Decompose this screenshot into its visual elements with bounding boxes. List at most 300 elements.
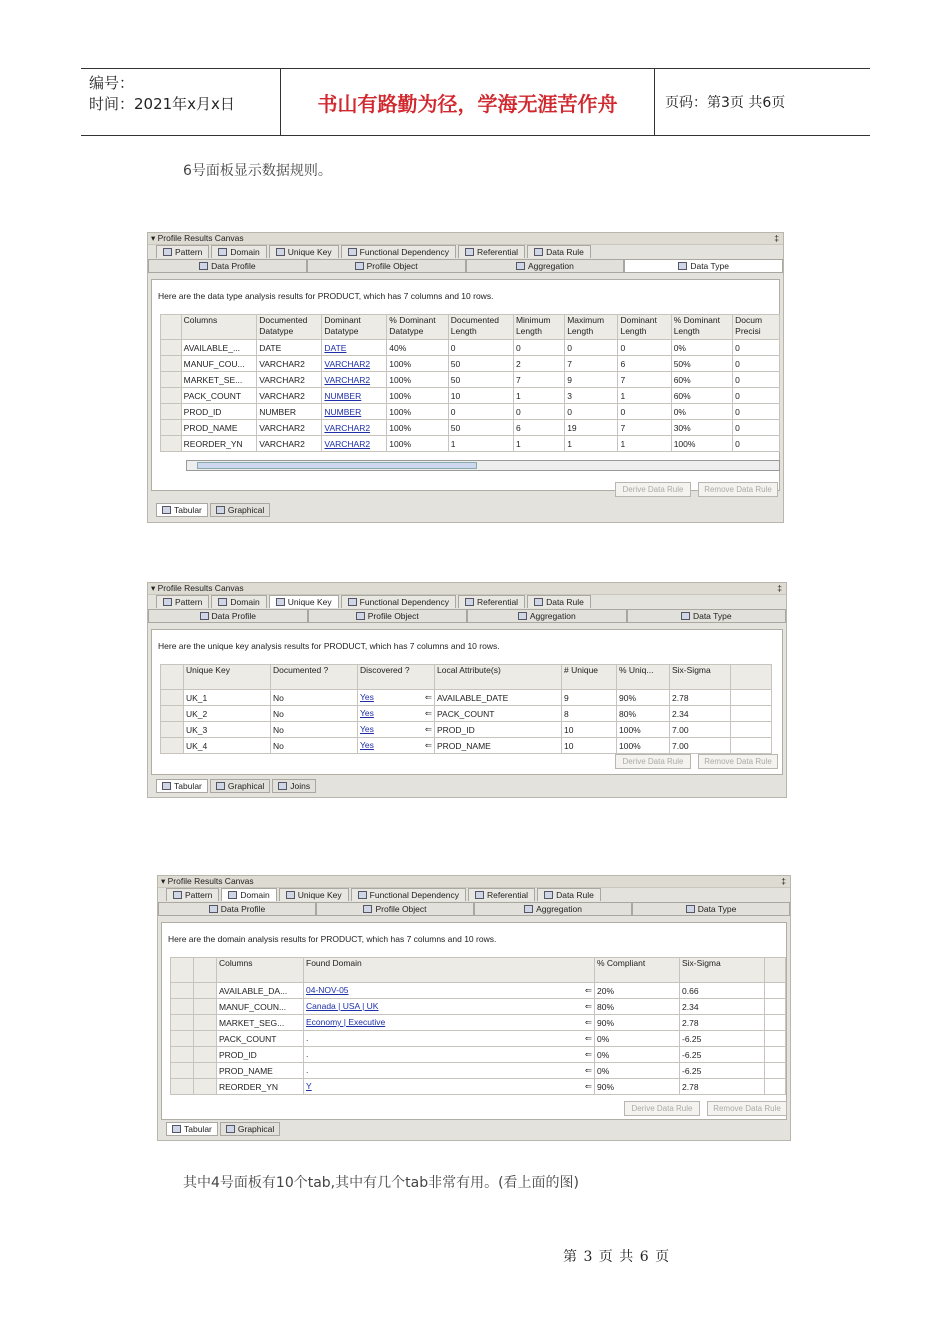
table-cell bbox=[595, 1079, 680, 1095]
table-row[interactable] bbox=[161, 722, 772, 738]
tab-domain[interactable] bbox=[211, 245, 266, 258]
table-cell[interactable] bbox=[304, 1047, 595, 1063]
table-cell bbox=[670, 722, 731, 738]
row-number bbox=[161, 738, 184, 754]
bottom-tab-graphical[interactable] bbox=[210, 779, 270, 793]
tab-label: Profile Object bbox=[367, 611, 419, 621]
tab-data-type[interactable] bbox=[624, 259, 783, 273]
column-header[interactable]: # Unique bbox=[562, 665, 617, 690]
tab-data-rule[interactable] bbox=[527, 245, 591, 258]
pin-icon[interactable]: ‡ bbox=[774, 233, 779, 243]
tab-data-rule[interactable] bbox=[537, 888, 601, 901]
row-number bbox=[161, 404, 182, 420]
bottom-tab-graphical[interactable] bbox=[210, 503, 270, 517]
table-cell: 100% bbox=[387, 356, 448, 372]
filler-cell bbox=[765, 1015, 786, 1031]
table-cell: PACK_COUNT bbox=[181, 388, 257, 404]
bottom-tab-graphical[interactable] bbox=[220, 1122, 280, 1136]
table-cell: MARKET_SE... bbox=[181, 372, 257, 388]
cell-value: 0% bbox=[597, 1065, 610, 1076]
tab-label: Data Type bbox=[690, 261, 729, 271]
edit-arrow-icon[interactable]: ⇐ bbox=[584, 985, 592, 995]
table-cell: 30% bbox=[671, 420, 732, 436]
tab-domain[interactable] bbox=[221, 888, 276, 901]
tab-label: Data Profile bbox=[220, 904, 266, 914]
table-cell: VARCHAR2 bbox=[257, 356, 322, 372]
bottom-tab-joins[interactable] bbox=[272, 779, 316, 793]
table-row[interactable] bbox=[161, 436, 780, 452]
remove-data-rule-button[interactable]: Remove Data Rule bbox=[698, 482, 778, 497]
table-row[interactable] bbox=[161, 340, 780, 356]
tab-label: Referential bbox=[486, 890, 529, 900]
header-line-2: Precisi bbox=[735, 326, 761, 336]
table-cell: VARCHAR2 bbox=[257, 436, 322, 452]
column-header[interactable] bbox=[671, 315, 732, 340]
row-number bbox=[161, 706, 184, 722]
panel-title: ▾ Profile Results Canvas ‡ bbox=[148, 583, 786, 595]
table-cell[interactable]: VARCHAR2 bbox=[322, 356, 387, 372]
derive-data-rule-button[interactable]: Derive Data Rule bbox=[624, 1101, 700, 1116]
table-cell: 6 bbox=[513, 420, 564, 436]
table-cell[interactable]: DATE bbox=[322, 340, 387, 356]
table-cell[interactable] bbox=[358, 738, 435, 754]
table-cell: 1 bbox=[513, 388, 564, 404]
table-cell bbox=[435, 706, 562, 722]
tab-functional-dependency[interactable] bbox=[341, 595, 456, 608]
table-row[interactable] bbox=[161, 356, 780, 372]
edit-arrow-icon[interactable]: ⇐ bbox=[584, 1017, 592, 1027]
column-header[interactable] bbox=[513, 315, 564, 340]
edit-arrow-icon[interactable]: ⇐ bbox=[424, 740, 432, 750]
edit-arrow-icon[interactable]: ⇐ bbox=[584, 1001, 592, 1011]
number-label: 编号： bbox=[89, 74, 135, 92]
tab-label: Data Rule bbox=[556, 890, 594, 900]
table-row[interactable] bbox=[161, 420, 780, 436]
table-cell: 100% bbox=[387, 436, 448, 452]
row-marker bbox=[194, 1079, 217, 1095]
table-cell: 0 bbox=[448, 404, 513, 420]
header-line-2: Length bbox=[515, 326, 542, 336]
edit-arrow-icon[interactable]: ⇐ bbox=[424, 708, 432, 718]
header-line-2: Datatype bbox=[389, 326, 424, 336]
edit-arrow-icon[interactable]: ⇐ bbox=[424, 692, 432, 702]
pattern-icon bbox=[163, 248, 172, 256]
table-row[interactable] bbox=[171, 999, 786, 1015]
table-cell[interactable]: VARCHAR2 bbox=[322, 420, 387, 436]
panel-body bbox=[151, 629, 783, 775]
bottom-tab-tabular[interactable] bbox=[156, 779, 208, 793]
column-header[interactable] bbox=[733, 315, 780, 340]
cell-value: 8 bbox=[564, 708, 569, 719]
table-cell: 6 bbox=[618, 356, 671, 372]
header-line-2: Length bbox=[673, 326, 700, 336]
tab-unique-key[interactable] bbox=[269, 595, 339, 608]
row-number-header bbox=[161, 315, 182, 340]
tab-pattern[interactable] bbox=[156, 595, 209, 608]
table-row[interactable] bbox=[161, 372, 780, 388]
row-number bbox=[161, 388, 182, 404]
table-row[interactable] bbox=[161, 388, 780, 404]
intro-text: 6号面板显示数据规则。 bbox=[183, 163, 332, 179]
table-row[interactable] bbox=[171, 1079, 786, 1095]
table-cell: 1 bbox=[565, 436, 618, 452]
table-cell[interactable] bbox=[358, 722, 435, 738]
bottom-tabs bbox=[156, 503, 272, 517]
table-cell bbox=[595, 1063, 680, 1079]
row-number bbox=[171, 1015, 194, 1031]
unique-key-icon bbox=[276, 598, 285, 606]
table-header-row bbox=[161, 315, 780, 340]
row-number bbox=[161, 436, 182, 452]
table-cell: 10 bbox=[448, 388, 513, 404]
tab-data-profile[interactable] bbox=[158, 902, 316, 916]
tab-label: Tabular bbox=[174, 781, 202, 791]
tab-row-bottom bbox=[148, 609, 786, 623]
table-row[interactable] bbox=[161, 690, 772, 706]
cell-value: 100% bbox=[619, 724, 641, 735]
table-cell: 0 bbox=[733, 340, 780, 356]
tab-profile-object[interactable] bbox=[316, 902, 474, 916]
table-cell bbox=[680, 1047, 765, 1063]
tab-functional-dependency[interactable] bbox=[351, 888, 466, 901]
datatype-table bbox=[160, 314, 780, 452]
cell-value: 10 bbox=[564, 740, 574, 751]
column-header[interactable] bbox=[565, 315, 618, 340]
table-cell: 0 bbox=[733, 388, 780, 404]
table-cell bbox=[217, 999, 304, 1015]
tab-pattern[interactable] bbox=[156, 245, 209, 258]
cell-value[interactable]: . bbox=[306, 1065, 309, 1075]
column-header[interactable] bbox=[181, 315, 257, 340]
edit-arrow-icon[interactable]: ⇐ bbox=[584, 1081, 592, 1091]
scroll-thumb[interactable] bbox=[197, 462, 477, 469]
row-marker bbox=[194, 1031, 217, 1047]
tab-label: Data Profile bbox=[211, 261, 256, 271]
cell-value: PACK_COUNT bbox=[437, 708, 495, 719]
table-row[interactable] bbox=[171, 983, 786, 999]
cell-value: 80% bbox=[597, 1001, 615, 1012]
table-cell[interactable]: NUMBER bbox=[322, 404, 387, 420]
table-cell[interactable]: NUMBER bbox=[322, 388, 387, 404]
aggregation-icon bbox=[524, 905, 533, 913]
filler-cell bbox=[765, 1079, 786, 1095]
table-cell bbox=[435, 722, 562, 738]
cell-value[interactable]: Y bbox=[306, 1081, 312, 1091]
table-cell bbox=[217, 1079, 304, 1095]
cell-value: 0.66 bbox=[682, 985, 699, 996]
table-cell bbox=[670, 690, 731, 706]
table-cell bbox=[595, 999, 680, 1015]
referential-icon bbox=[465, 598, 474, 606]
cell-value: UK_2 bbox=[186, 708, 208, 719]
table-cell: 0 bbox=[618, 340, 671, 356]
table-row[interactable] bbox=[161, 738, 772, 754]
tab-label: Graphical bbox=[227, 781, 265, 791]
row-number bbox=[171, 1047, 194, 1063]
tab-label: Aggregation bbox=[529, 611, 576, 621]
table-cell[interactable] bbox=[304, 1031, 595, 1047]
header-line-1: Columns bbox=[183, 315, 218, 325]
table-row[interactable] bbox=[171, 1031, 786, 1047]
header-line-1: Dominant bbox=[324, 315, 361, 325]
data-type-icon bbox=[681, 612, 690, 620]
bottom-tabs bbox=[156, 779, 318, 793]
table-cell[interactable] bbox=[358, 706, 435, 722]
table-cell: 7 bbox=[618, 372, 671, 388]
tab-referential[interactable] bbox=[468, 888, 535, 901]
table-cell: 0 bbox=[733, 436, 780, 452]
filler-cell bbox=[765, 1063, 786, 1079]
cell-value[interactable]: Yes bbox=[360, 708, 374, 718]
note-text: 其中4号面板有10个tab,其中有几个tab非常有用。(看上面的图) bbox=[183, 1175, 580, 1191]
cell-value: 10 bbox=[564, 724, 574, 735]
profile-object-icon bbox=[355, 262, 364, 270]
profile-results-canvas-uniquekey bbox=[147, 582, 787, 798]
tab-label: Data Type bbox=[697, 904, 737, 914]
cell-value[interactable]: . bbox=[306, 1049, 309, 1059]
tab-pattern[interactable] bbox=[166, 888, 219, 901]
column-header[interactable] bbox=[257, 315, 322, 340]
row-number bbox=[161, 420, 182, 436]
panel-description: Here are the data type analysis results for PRODUCT, which has 7 columns and 10 rows. bbox=[158, 291, 494, 301]
header-line-1: Docum bbox=[735, 315, 763, 325]
tab-unique-key[interactable] bbox=[269, 245, 339, 258]
table-row[interactable] bbox=[171, 1047, 786, 1063]
table-cell: 40% bbox=[387, 340, 448, 356]
tab-referential[interactable] bbox=[458, 245, 525, 258]
table-cell bbox=[595, 1015, 680, 1031]
remove-data-rule-button[interactable]: Remove Data Rule bbox=[698, 754, 778, 769]
table-cell[interactable] bbox=[304, 1063, 595, 1079]
table-cell: 1 bbox=[513, 436, 564, 452]
edit-arrow-icon[interactable]: ⇐ bbox=[424, 724, 432, 734]
cell-value[interactable]: Yes bbox=[360, 692, 374, 702]
table-cell bbox=[217, 1063, 304, 1079]
data-type-icon bbox=[678, 262, 687, 270]
table-cell bbox=[435, 738, 562, 754]
table-cell[interactable]: VARCHAR2 bbox=[322, 372, 387, 388]
cell-value: PROD_NAME bbox=[437, 740, 491, 751]
edit-arrow-icon[interactable]: ⇐ bbox=[584, 1065, 592, 1075]
column-header[interactable]: % Compliant bbox=[595, 958, 680, 983]
table-cell: 0 bbox=[513, 404, 564, 420]
table-cell: 0% bbox=[671, 340, 732, 356]
row-number bbox=[161, 690, 184, 706]
tab-aggregation[interactable] bbox=[466, 259, 625, 273]
table-cell bbox=[680, 983, 765, 999]
tab-unique-key[interactable] bbox=[279, 888, 349, 901]
tab-data-type[interactable] bbox=[627, 609, 787, 623]
table-cell bbox=[595, 983, 680, 999]
column-header[interactable]: Documented ? bbox=[271, 665, 358, 690]
table-cell[interactable] bbox=[304, 1015, 595, 1031]
table-cell: 60% bbox=[671, 372, 732, 388]
cell-value[interactable]: Yes bbox=[360, 724, 374, 734]
table-cell: 100% bbox=[387, 372, 448, 388]
row-marker bbox=[194, 983, 217, 999]
table-cell bbox=[184, 690, 271, 706]
cell-value: No bbox=[273, 708, 284, 719]
table-cell[interactable] bbox=[304, 1079, 595, 1095]
pattern-icon bbox=[173, 891, 182, 899]
table-cell bbox=[562, 690, 617, 706]
table-row[interactable] bbox=[171, 1063, 786, 1079]
horizontal-scrollbar[interactable] bbox=[186, 460, 780, 471]
joins-icon bbox=[278, 782, 287, 790]
column-header[interactable] bbox=[448, 315, 513, 340]
column-header[interactable]: Six-Sigma bbox=[680, 958, 765, 983]
functional-dependency-icon bbox=[348, 248, 357, 256]
table-cell: 3 bbox=[565, 388, 618, 404]
table-cell[interactable]: VARCHAR2 bbox=[322, 436, 387, 452]
table-cell bbox=[271, 706, 358, 722]
page-footer: 第 3 页 共 6 页 bbox=[563, 1249, 671, 1265]
data-profile-icon bbox=[209, 905, 218, 913]
cell-value: PROD_NAME bbox=[219, 1065, 273, 1076]
table-cell: 100% bbox=[387, 388, 448, 404]
column-header[interactable] bbox=[618, 315, 671, 340]
column-header[interactable] bbox=[387, 315, 448, 340]
table-cell: 100% bbox=[671, 436, 732, 452]
cell-value: 2.34 bbox=[682, 1001, 699, 1012]
header-line-1: % Dominant bbox=[389, 315, 436, 325]
table-cell: PROD_ID bbox=[181, 404, 257, 420]
cell-value[interactable]: Canada | USA | UK bbox=[306, 1001, 379, 1011]
table-row[interactable] bbox=[161, 404, 780, 420]
column-header[interactable]: Unique Key bbox=[184, 665, 271, 690]
bottom-tabs bbox=[166, 1122, 282, 1136]
header-line-1: Documented bbox=[259, 315, 308, 325]
tab-row-top bbox=[148, 595, 786, 609]
cell-value[interactable]: . bbox=[306, 1033, 309, 1043]
tab-aggregation[interactable] bbox=[474, 902, 632, 916]
panel-description: Here are the unique key analysis results for PRODUCT, which has 7 columns and 10 rows. bbox=[158, 641, 500, 651]
header-page-info: 页码：第3页 共6页 bbox=[665, 95, 786, 111]
pin-icon[interactable]: ‡ bbox=[781, 876, 786, 886]
derive-data-rule-button[interactable]: Derive Data Rule bbox=[615, 482, 691, 497]
tab-label: Referential bbox=[476, 247, 519, 257]
tab-data-profile[interactable] bbox=[148, 609, 308, 623]
column-header[interactable]: Columns bbox=[217, 958, 304, 983]
table-cell[interactable] bbox=[304, 999, 595, 1015]
uniquekey-table bbox=[160, 664, 772, 754]
tab-data-profile[interactable] bbox=[148, 259, 307, 273]
cell-value: No bbox=[273, 740, 284, 751]
bottom-tab-tabular[interactable] bbox=[156, 503, 208, 517]
edit-arrow-icon[interactable]: ⇐ bbox=[584, 1049, 592, 1059]
cell-value: UK_1 bbox=[186, 692, 208, 703]
cell-value: AVAILABLE_DATE bbox=[437, 692, 509, 703]
edit-arrow-icon[interactable]: ⇐ bbox=[584, 1033, 592, 1043]
cell-value: 2.78 bbox=[682, 1081, 699, 1092]
tab-aggregation[interactable] bbox=[467, 609, 627, 623]
table-cell: 50 bbox=[448, 372, 513, 388]
table-cell bbox=[217, 1031, 304, 1047]
table-cell bbox=[680, 1031, 765, 1047]
table-cell[interactable] bbox=[304, 983, 595, 999]
tab-label: Aggregation bbox=[527, 261, 574, 271]
cell-value: -6.25 bbox=[682, 1065, 702, 1076]
data-type-icon bbox=[686, 905, 695, 913]
tab-label: Data Rule bbox=[546, 247, 584, 257]
tabular-icon bbox=[162, 782, 171, 790]
data-rule-icon bbox=[534, 598, 543, 606]
table-cell: 0 bbox=[733, 356, 780, 372]
column-header[interactable]: Discovered ? bbox=[358, 665, 435, 690]
column-header[interactable]: % Uniq... bbox=[617, 665, 670, 690]
table-cell bbox=[435, 690, 562, 706]
tab-label: Pattern bbox=[175, 247, 203, 257]
tab-row-bottom bbox=[158, 902, 790, 916]
table-cell bbox=[271, 738, 358, 754]
tab-label: Pattern bbox=[175, 597, 203, 607]
cell-value[interactable]: Economy | Executive bbox=[306, 1017, 386, 1027]
table-cell: NUMBER bbox=[257, 404, 322, 420]
domain-icon bbox=[228, 891, 237, 899]
table-row[interactable] bbox=[161, 706, 772, 722]
filler-cell bbox=[765, 983, 786, 999]
tab-data-type[interactable] bbox=[632, 902, 790, 916]
unique-key-icon bbox=[276, 248, 285, 256]
row-number bbox=[171, 983, 194, 999]
table-cell: 7 bbox=[618, 420, 671, 436]
cell-value: 80% bbox=[619, 708, 637, 719]
column-header[interactable]: Found Domain bbox=[304, 958, 595, 983]
row-number-header bbox=[161, 665, 184, 690]
cell-value[interactable]: Yes bbox=[360, 740, 374, 750]
table-header-row bbox=[171, 958, 786, 983]
tab-profile-object[interactable] bbox=[308, 609, 468, 623]
remove-data-rule-button[interactable]: Remove Data Rule bbox=[707, 1101, 787, 1116]
profile-results-canvas-domain bbox=[157, 875, 791, 1141]
data-profile-icon bbox=[200, 612, 209, 620]
bottom-tab-tabular[interactable] bbox=[166, 1122, 218, 1136]
table-cell bbox=[271, 722, 358, 738]
table-cell bbox=[184, 738, 271, 754]
cell-value: 2.34 bbox=[672, 708, 689, 719]
table-cell: 7 bbox=[565, 356, 618, 372]
data-rule-icon bbox=[544, 891, 553, 899]
tab-data-rule[interactable] bbox=[527, 595, 591, 608]
panel-title-text: Profile Results Canvas bbox=[157, 583, 244, 593]
column-header[interactable]: Six-Sigma bbox=[670, 665, 731, 690]
table-row[interactable] bbox=[171, 1015, 786, 1031]
header-line-2: Datatype bbox=[259, 326, 294, 336]
table-cell bbox=[617, 706, 670, 722]
row-number bbox=[161, 340, 182, 356]
derive-data-rule-button[interactable]: Derive Data Rule bbox=[615, 754, 691, 769]
table-cell bbox=[217, 983, 304, 999]
cell-value[interactable]: 04-NOV-05 bbox=[306, 985, 349, 995]
tab-domain[interactable] bbox=[211, 595, 266, 608]
column-header[interactable]: Local Attribute(s) bbox=[435, 665, 562, 690]
table-cell bbox=[595, 1047, 680, 1063]
pin-icon[interactable]: ‡ bbox=[777, 583, 782, 593]
column-header[interactable] bbox=[322, 315, 387, 340]
table-cell[interactable] bbox=[358, 690, 435, 706]
panel-title-text: Profile Results Canvas bbox=[157, 233, 244, 243]
table-cell: VARCHAR2 bbox=[257, 420, 322, 436]
table-cell bbox=[595, 1031, 680, 1047]
tab-profile-object[interactable] bbox=[307, 259, 466, 273]
table-cell bbox=[217, 1015, 304, 1031]
tab-referential[interactable] bbox=[458, 595, 525, 608]
table-cell bbox=[184, 722, 271, 738]
table-cell: 50% bbox=[671, 356, 732, 372]
panel-title: ▾ Profile Results Canvas ‡ bbox=[158, 876, 790, 888]
tab-functional-dependency[interactable] bbox=[341, 245, 456, 258]
table-cell: 1 bbox=[618, 388, 671, 404]
